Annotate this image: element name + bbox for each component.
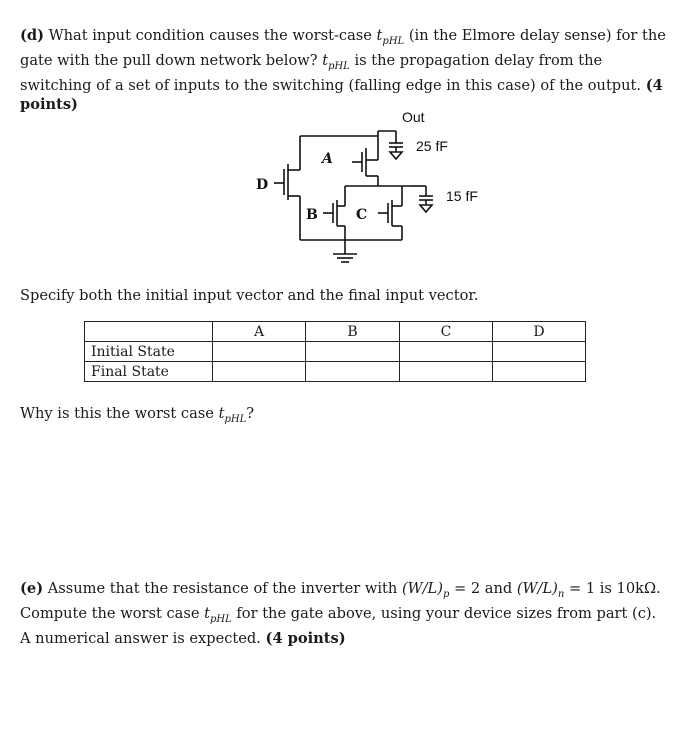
row-label: Final State bbox=[85, 362, 213, 382]
answer-cell[interactable] bbox=[213, 342, 306, 362]
table-header-cell bbox=[85, 322, 213, 342]
input-b-label: B bbox=[306, 207, 318, 223]
table-row bbox=[85, 362, 586, 382]
input-c-label: C bbox=[356, 207, 368, 223]
tphl-symbol-3: $t_{pHL}$ bbox=[218, 405, 247, 425]
answer-cell[interactable] bbox=[306, 342, 400, 362]
input-d-label: D bbox=[256, 177, 269, 193]
part-e-points: (4 points) bbox=[265, 629, 346, 647]
answer-cell[interactable] bbox=[400, 362, 493, 382]
tphl-symbol-4: $t_{pHL}$ bbox=[204, 604, 232, 625]
table-header-cell: B bbox=[306, 322, 400, 342]
table-header-cell: D bbox=[493, 322, 586, 342]
cap1-ground-icon bbox=[390, 152, 402, 159]
cap2-label: 15 fF bbox=[446, 188, 478, 204]
part-d-text-1: What input condition causes the worst-case bbox=[48, 27, 372, 44]
table-header-cell: A bbox=[213, 322, 306, 342]
input-a-label: A bbox=[322, 151, 333, 167]
input-vector-table bbox=[84, 321, 586, 382]
pulldown-circuit-diagram bbox=[0, 0, 688, 290]
tphl-symbol-2: $t_{pHL}$ bbox=[322, 51, 350, 72]
part-d-text-2: (in the Elmore delay sense) for the gate with the pull down network below? bbox=[20, 27, 666, 69]
part-d-label: (d) bbox=[20, 27, 45, 44]
out-label: Out bbox=[402, 109, 425, 125]
table-header-row bbox=[85, 322, 586, 342]
part-d-points: (4 points) bbox=[20, 76, 663, 113]
table-header-cell: C bbox=[400, 322, 493, 342]
row-label: Initial State bbox=[85, 342, 213, 362]
answer-cell[interactable] bbox=[493, 362, 586, 382]
why-question: Why is this the worst case $t_{pHL}$? bbox=[20, 405, 255, 425]
part-e-question: (e) Assume that the resistance of the inverter with $(W/L)_p = 2$ and $(W/L)_n = 1$ is 10kΩ. Compute the worst case $t_{pHL}$ for the gate above, using your device sizes from part (c). A numerical answer is expected. (4 points) bbox=[20, 580, 661, 647]
cap2-ground-icon bbox=[420, 205, 432, 212]
table-row bbox=[85, 342, 586, 362]
part-e-label: (e) bbox=[20, 580, 44, 597]
answer-cell[interactable] bbox=[213, 362, 306, 382]
answer-cell[interactable] bbox=[306, 362, 400, 382]
tphl-symbol: $t_{pHL}$ bbox=[376, 27, 405, 47]
answer-cell[interactable] bbox=[493, 342, 586, 362]
answer-cell[interactable] bbox=[400, 342, 493, 362]
specify-instruction: Specify both the initial input vector and the final input vector. bbox=[20, 287, 479, 304]
part-d-text-3: is the propagation delay from the switching of a set of inputs to the switching (falling edge in this case) of the output. bbox=[20, 51, 642, 94]
cap1-label: 25 fF bbox=[416, 138, 448, 154]
